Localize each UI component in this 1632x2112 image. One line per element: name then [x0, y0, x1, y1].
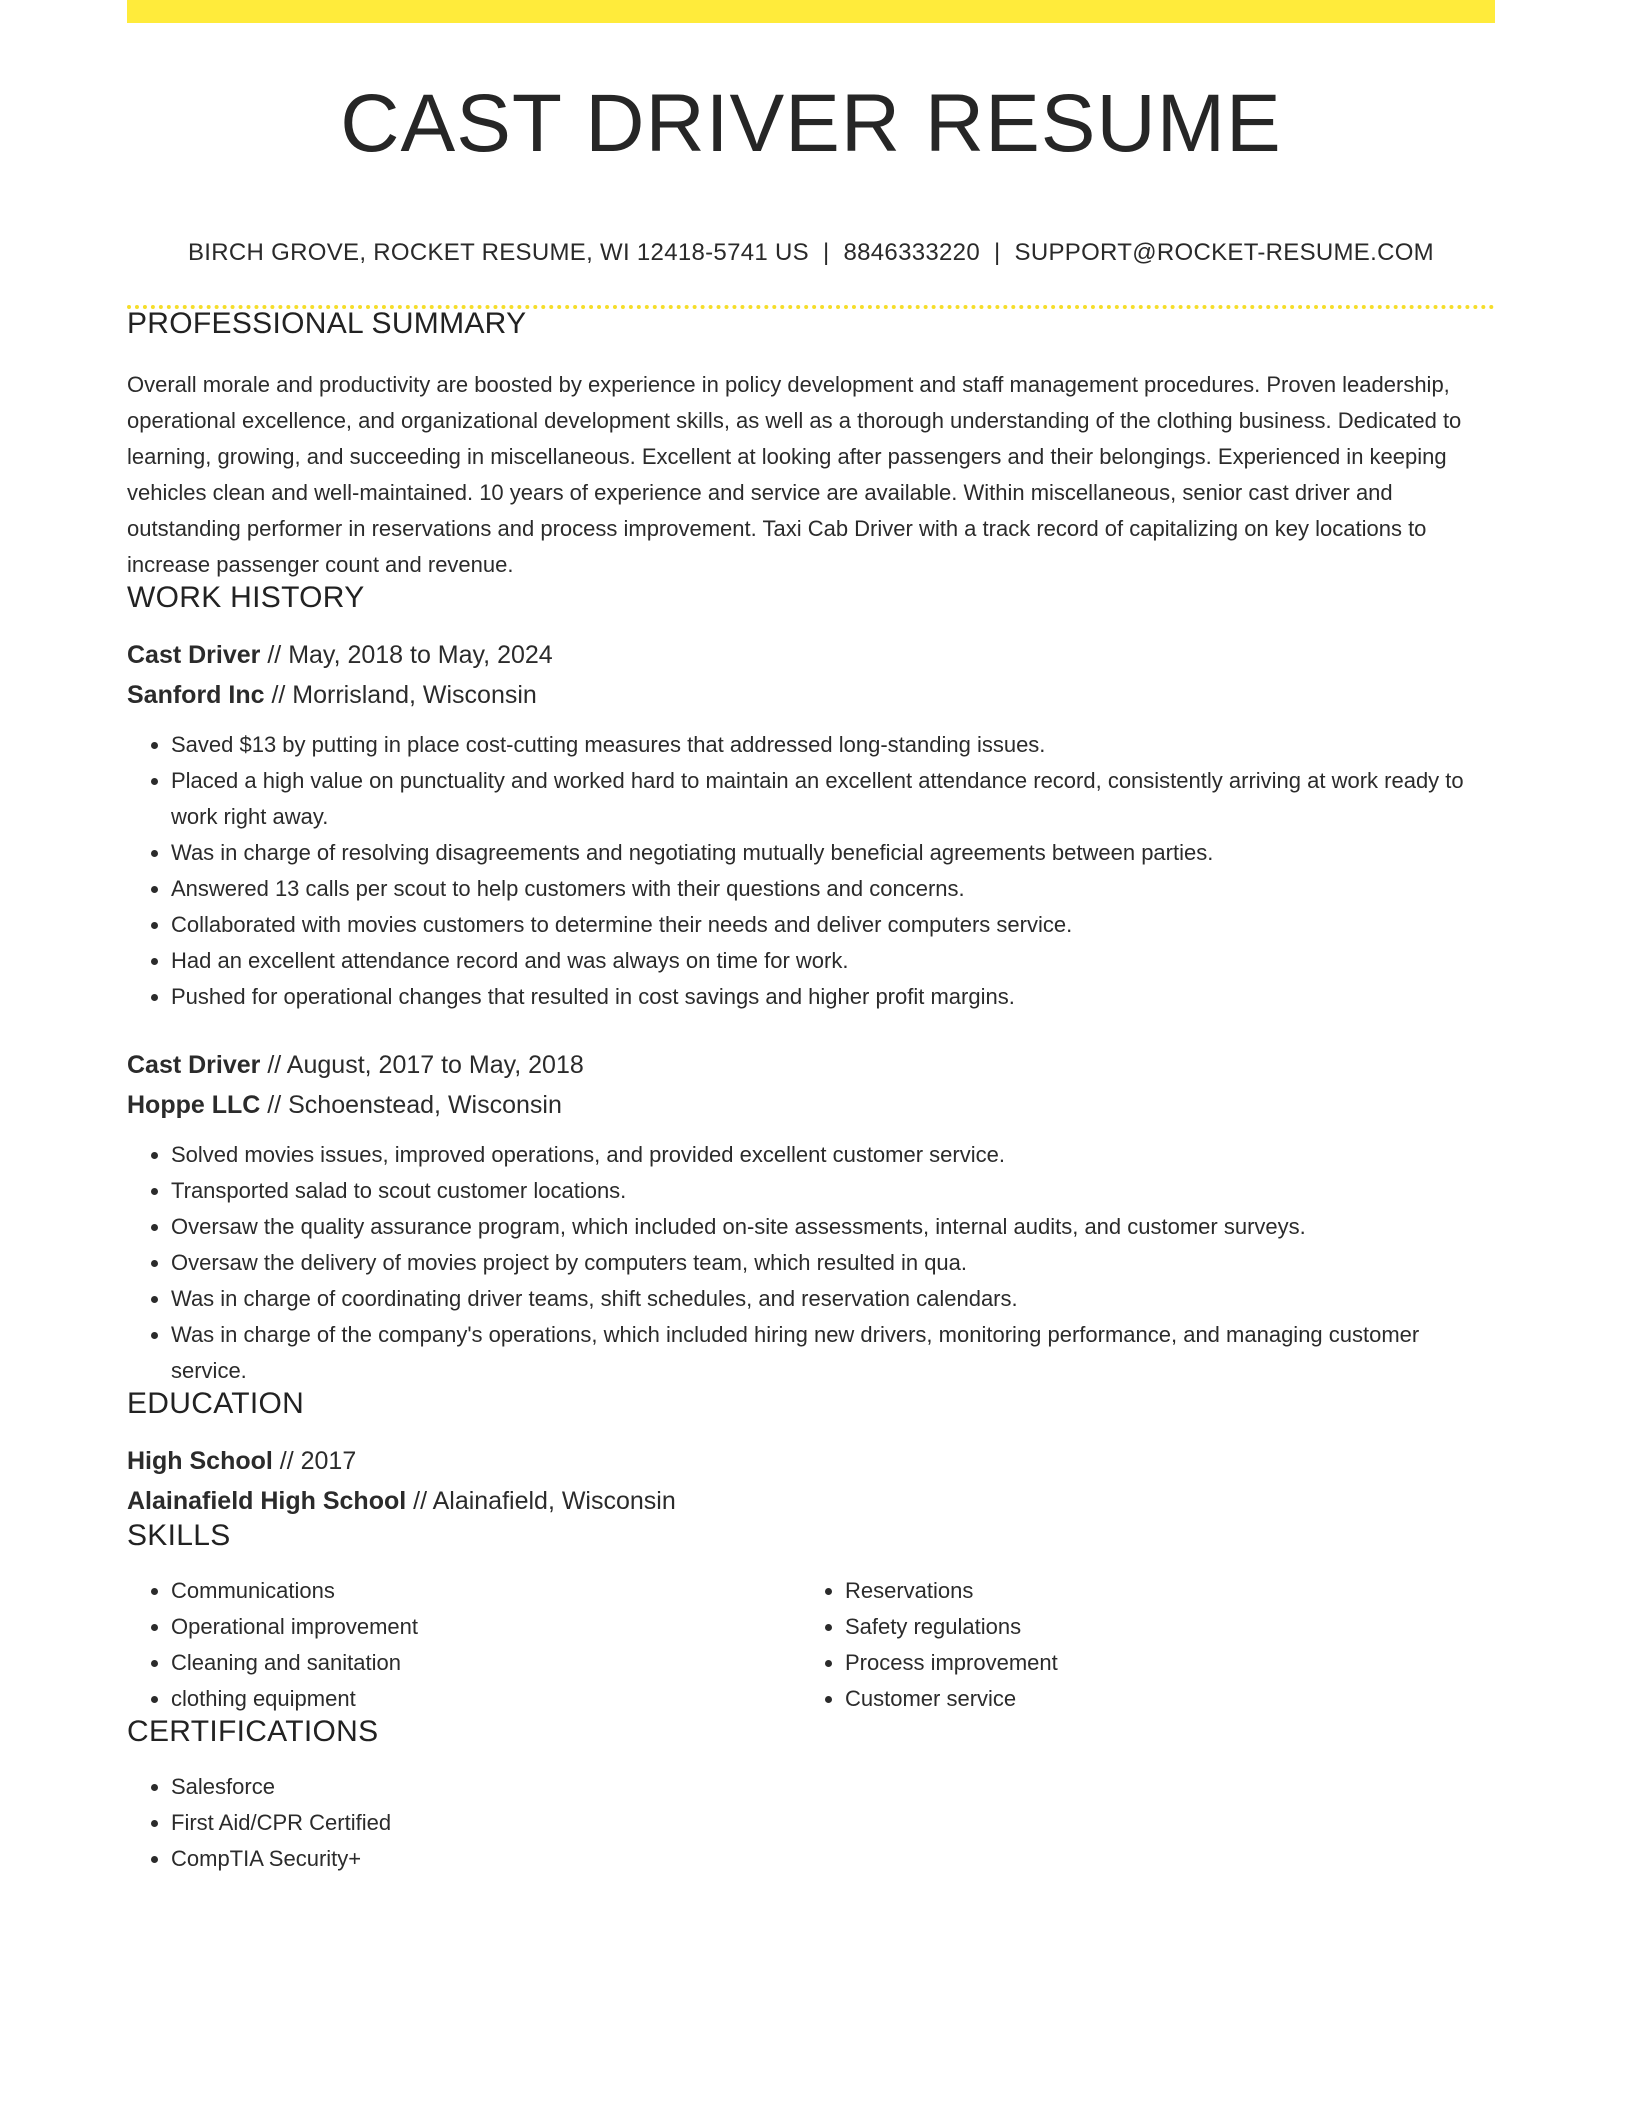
education-year: // 2017 [272, 1447, 357, 1475]
job-title-line [127, 1045, 1495, 1085]
list-item: • Collaborated with movies customers to determine their needs and deliver computers service. [171, 907, 1495, 943]
list-item: • Salesforce [171, 1769, 1495, 1805]
job-title: Cast Driver [127, 641, 261, 669]
list-item: • Communications [171, 1573, 801, 1609]
list-item: • Operational improvement [171, 1609, 801, 1645]
list-item: • Cleaning and sanitation [171, 1645, 801, 1681]
job-company-line [127, 1085, 1495, 1125]
contact-line [127, 241, 1495, 265]
skills-left-column [127, 1573, 801, 1717]
summary-text: Overall morale and productivity are boosted by experience in policy development and staff management procedures. Proven leadership, operational excellence, and organizational development skills, as well as a thorough understanding of the clothing business. Dedicated to learning, growing, and succeeding in miscellaneous. Excellent at looking after passengers and their belongings. Experienced in keeping vehicles clean and well-maintained. 10 years of experience and service are available. Within miscellaneous, senior cast driver and outstanding performer in reservations and process improvement. Taxi Cab Driver with a track record of capitalizing on key locations to increase passenger count and revenue. [127, 372, 1462, 577]
job-location: // Morrisland, Wisconsin [264, 681, 537, 709]
contact-email: SUPPORT@ROCKET-RESUME.COM [1014, 239, 1434, 266]
job-title: Cast Driver [127, 1051, 261, 1079]
section-heading-certifications: CERTIFICATIONS [127, 1715, 379, 1748]
list-item: • Was in charge of the company's operations, which included hiring new drivers, monitoring performance, and managing customer service. [171, 1317, 1495, 1389]
job-company: Hoppe LLC [127, 1091, 261, 1119]
list-item: • Was in charge of resolving disagreements and negotiating mutually beneficial agreements between parties. [171, 835, 1495, 871]
skills-grid [127, 1573, 1495, 1717]
section-heading-education: EDUCATION [127, 1387, 305, 1420]
list-item: • Customer service [845, 1681, 1475, 1717]
list-item: • Oversaw the quality assurance program, which included on-site assessments, internal audits, and customer surveys. [171, 1209, 1495, 1245]
list-item: • Placed a high value on punctuality and worked hard to maintain an excellent attendance record, consistently arriving at work ready to work right away. [171, 763, 1495, 835]
list-item: • Answered 13 calls per scout to help customers with their questions and concerns. [171, 871, 1495, 907]
job-location: // Schoenstead, Wisconsin [260, 1091, 562, 1119]
job-title-line [127, 635, 1495, 675]
contact-separator: | [993, 239, 1001, 266]
list-item: • Transported salad to scout customer locations. [171, 1173, 1495, 1209]
job-entry [127, 635, 1495, 1015]
certifications-list [127, 1769, 1495, 1877]
job-entry [127, 1045, 1495, 1389]
list-item: • Was in charge of coordinating driver teams, shift schedules, and reservation calendars. [171, 1281, 1495, 1317]
job-bullets [127, 1137, 1495, 1389]
list-item: • Pushed for operational changes that resulted in cost savings and higher profit margins. [171, 979, 1495, 1015]
list-item: • clothing equipment [171, 1681, 801, 1717]
job-company-line [127, 675, 1495, 715]
list-item: • Safety regulations [845, 1609, 1475, 1645]
job-dates: // May, 2018 to May, 2024 [260, 641, 553, 669]
list-item: • Solved movies issues, improved operations, and provided excellent customer service. [171, 1137, 1495, 1173]
education-school-line [127, 1481, 1495, 1521]
education-degree-line [127, 1441, 1495, 1481]
list-item: • Process improvement [845, 1645, 1475, 1681]
section-heading-work-history: WORK HISTORY [127, 581, 365, 614]
section-heading-skills: SKILLS [127, 1519, 231, 1552]
list-item: • Oversaw the delivery of movies project by computers team, which resulted in qua. [171, 1245, 1495, 1281]
education-school: Alainafield High School [127, 1487, 407, 1515]
list-item: • First Aid/CPR Certified [171, 1805, 1495, 1841]
resume-page [127, 0, 1495, 1877]
education-degree: High School [127, 1447, 273, 1475]
accent-top-bar [127, 0, 1495, 23]
section-heading-summary: PROFESSIONAL SUMMARY [127, 307, 527, 340]
resume-title: CAST DRIVER RESUME [340, 78, 1282, 169]
skills-right-column [801, 1573, 1475, 1717]
contact-separator: | [822, 239, 830, 266]
list-item: • Saved $13 by putting in place cost-cutting measures that addressed long-standing issues. [171, 727, 1495, 763]
job-dates: // August, 2017 to May, 2018 [260, 1051, 584, 1079]
job-bullets [127, 727, 1495, 1015]
list-item: • Had an excellent attendance record and was always on time for work. [171, 943, 1495, 979]
education-location: // Alainafield, Wisconsin [406, 1487, 676, 1515]
education-entry [127, 1441, 1495, 1521]
list-item: • CompTIA Security+ [171, 1841, 1495, 1877]
contact-address: BIRCH GROVE, ROCKET RESUME, WI 12418-5741 US [188, 239, 809, 266]
list-item: • Reservations [845, 1573, 1475, 1609]
job-company: Sanford Inc [127, 681, 265, 709]
contact-phone: 8846333220 [843, 239, 980, 266]
